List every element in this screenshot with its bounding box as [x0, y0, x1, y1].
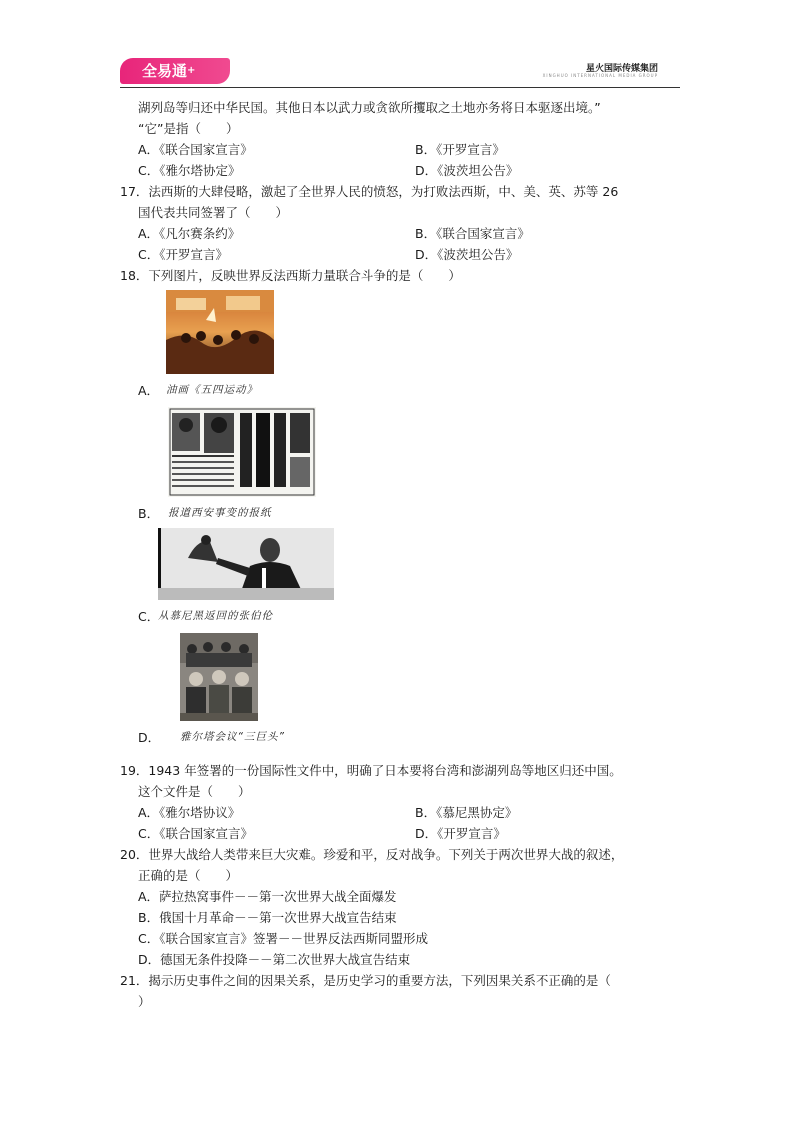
- q18-option-b-caption: 报道西安事变的报纸: [168, 507, 272, 519]
- brand-subtitle: XINGHUO INTERNATIONAL MEDIA GROUP: [542, 73, 658, 78]
- q18-option-d-label: D．: [138, 730, 161, 745]
- q16-continuation-2: “它”是指（ ）: [138, 121, 239, 136]
- chamberlain-photo-image: [158, 528, 334, 600]
- q17-options-row2: [120, 244, 700, 265]
- q18-option-b[interactable]: [120, 407, 700, 524]
- may-fourth-painting-image: [166, 290, 274, 374]
- q17-stem-2: 国代表共同签署了（ ）: [138, 205, 289, 220]
- q17-option-a[interactable]: A．《凡尔赛条约》: [138, 226, 241, 241]
- q18-option-d[interactable]: [120, 633, 700, 748]
- q18-option-d-caption: 雅尔塔会议“三巨头”: [180, 731, 285, 743]
- q16-option-c[interactable]: C．《雅尔塔协定》: [138, 163, 241, 178]
- q18-option-a-caption: 油画《五四运动》: [166, 384, 258, 396]
- q19-option-a[interactable]: A．《雅尔塔协议》: [138, 805, 241, 820]
- q17-option-b[interactable]: B．《联合国家宣言》: [415, 226, 530, 241]
- q19-stem-1: 19．1943 年签署的一份国际性文件中，明确了日本要将台湾和澎湖列岛等地区归还中国。: [120, 763, 622, 778]
- q19-options-row2: [120, 823, 700, 844]
- xian-incident-newspaper-image: [168, 407, 316, 497]
- q16-options-row2: [120, 160, 700, 181]
- q18-option-c-label: C．: [138, 609, 160, 624]
- q17-option-d[interactable]: D．《波茨坦公告》: [415, 247, 519, 262]
- q18-option-a[interactable]: [120, 290, 700, 401]
- q16-option-a[interactable]: A．《联合国家宣言》: [138, 142, 253, 157]
- q17-options-row1: [120, 223, 700, 244]
- page-header: [120, 56, 680, 88]
- q19-option-c[interactable]: C．《联合国家宣言》: [138, 826, 253, 841]
- q19-options-row1: [120, 802, 700, 823]
- q18-option-c-caption: 从慕尼黑返回的张伯伦: [158, 610, 273, 622]
- q17-stem-1: 17．法西斯的大肆侵略，激起了全世界人民的愤怒，为打败法西斯，中、美、英、苏等 26: [120, 184, 619, 199]
- q20-stem-1: 20．世界大战给人类带来巨大灾难。珍爱和平，反对战争。下列关于两次世界大战的叙述，: [120, 847, 624, 862]
- q19-stem-2: 这个文件是（ ）: [138, 784, 251, 799]
- logo-text: 全易通: [142, 62, 188, 80]
- q21-stem-1: 21．揭示历史事件之间的因果关系，是历史学习的重要方法，下列因果关系不正确的是（: [120, 973, 611, 988]
- q18-option-b-label: B．: [138, 506, 160, 521]
- q17-option-c[interactable]: C．《开罗宣言》: [138, 247, 228, 262]
- q18-option-c[interactable]: [120, 528, 700, 627]
- q20-option-a[interactable]: A．萨拉热窝事件－－第一次世界大战全面爆发: [138, 889, 397, 904]
- q21-stem-2: ）: [138, 994, 151, 1009]
- yalta-big-three-photo-image: [180, 633, 258, 721]
- q16-continuation-1: 湖列岛等归还中华民国。其他日本以武力或贪欲所攫取之土地亦务将日本驱逐出境。”: [138, 100, 601, 115]
- q16-option-d[interactable]: D．《波茨坦公告》: [415, 163, 519, 178]
- q20-option-c[interactable]: C．《联合国家宣言》签署－－世界反法西斯同盟形成: [138, 931, 428, 946]
- logo-plus: +: [187, 65, 196, 76]
- q20-option-b[interactable]: B．俄国十月革命－－第一次世界大战宣告结束: [138, 910, 397, 925]
- q19-option-b[interactable]: B．《慕尼黑协定》: [415, 805, 518, 820]
- q19-option-d[interactable]: D．《开罗宣言》: [415, 826, 506, 841]
- q20-stem-2: 正确的是（ ）: [138, 868, 239, 883]
- q18-stem: 18．下列图片，反映世界反法西斯力量联合斗争的是（ ）: [120, 268, 461, 283]
- q16-options-row1: [120, 139, 700, 160]
- logo: [120, 58, 230, 84]
- q20-option-d[interactable]: D．德国无条件投降－－第二次世界大战宣告结束: [138, 952, 411, 967]
- header-rule: [120, 87, 680, 88]
- brand-name: 星火国际传媒集团: [585, 64, 658, 74]
- q18-option-a-label: A．: [138, 383, 160, 398]
- q16-option-b[interactable]: B．《开罗宣言》: [415, 142, 505, 157]
- document-body: [120, 97, 700, 1012]
